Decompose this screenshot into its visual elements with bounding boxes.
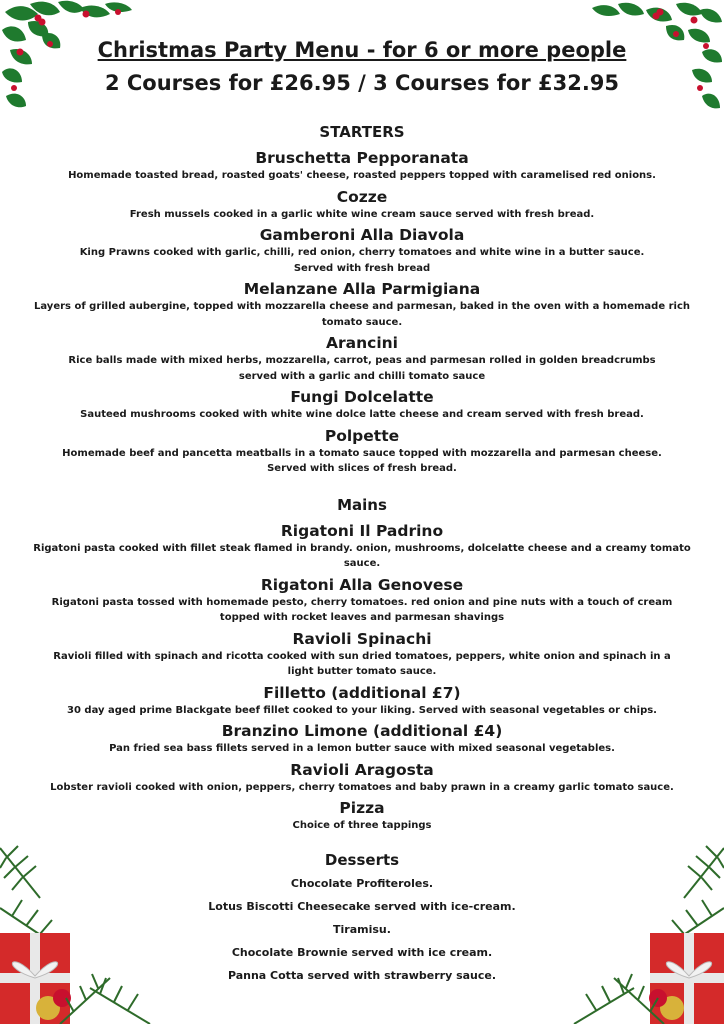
dish-name: Cozze [336, 187, 388, 206]
dish-name: Ravioli Aragosta [290, 760, 434, 779]
dish-name: Rigatoni Il Padrino [280, 521, 444, 540]
main-item [20, 760, 704, 796]
dish-name: Arancini [326, 334, 398, 352]
dish-description: Rigatoni pasta cooked with fillet steak flamed in brandy. onion, mushrooms, dolcelatte cheese and a creamy tomato sauce. [33, 542, 691, 569]
dish-name: Bruschetta Pepporanata [255, 149, 469, 167]
starter-item [20, 387, 704, 423]
dish-description: Fresh mussels cooked in a garlic white wine cream sauce served with fresh bread. [129, 208, 595, 220]
dessert-item: Panna Cotta served with strawberry sauce. [227, 968, 497, 982]
dish-description: Ravioli filled with spinach and ricotta cooked with sun dried tomatoes, peppers, white onion and spinach in a light butter tomato sauce. [53, 650, 671, 677]
main-item [20, 629, 704, 680]
menu-content [20, 122, 704, 987]
main-item [20, 683, 704, 719]
mains-heading: Mains [337, 495, 387, 514]
menu-prices: 2 Courses for £26.95 / 3 Courses for £32.95 [104, 71, 620, 95]
starter-item [20, 225, 704, 276]
dish-description: Pan fried sea bass fillets served in a lemon butter sauce with mixed seasonal vegetables. [109, 743, 615, 754]
starter-item [20, 187, 704, 223]
dessert-item: Chocolate Profiteroles. [290, 876, 434, 890]
dish-description: Homemade beef and pancetta meatballs in a tomato sauce topped with mozzarella and parmesan cheese. [62, 447, 662, 459]
dish-name: Fungi Dolcelatte [290, 388, 434, 406]
dish-description: Rice balls made with mixed herbs, mozzarella, carrot, peas and parmesan rolled in golden breadcrumbs served with a garlic and chilli tomato sauce [68, 355, 656, 382]
dish-name: Rigatoni Alla Genovese [260, 575, 464, 594]
desserts-heading: Desserts [324, 850, 400, 869]
dish-name: Pizza [339, 799, 385, 817]
dish-name: Melanzane Alla Parmigiana [243, 280, 481, 298]
menu-title: Christmas Party Menu - for 6 or more people [97, 38, 627, 62]
dish-description: Layers of grilled aubergine, topped with mozzarella cheese and parmesan, baked in the oven with a homemade rich tomato sauce. [33, 301, 690, 328]
starter-item [20, 333, 704, 384]
dish-description: Rigatoni pasta tossed with homemade pesto, cherry tomatoes. red onion and pine nuts with a touch of cream topped with rocket leaves and parmesan shavings [51, 596, 673, 623]
dish-description: King Prawns cooked with garlic, chilli, red onion, cherry tomatoes and white wine in a butter sauce. [79, 247, 645, 258]
main-item [20, 521, 704, 572]
starter-item [20, 279, 704, 330]
dessert-item: Tiramisu. [333, 922, 391, 936]
dish-description: Sauteed mushrooms cooked with white wine dolce latte cheese and cream served with fresh bread. [80, 409, 644, 420]
dish-name: Gamberoni Alla Diavola [259, 226, 465, 244]
dish-name: Filletto (additional £7) [263, 683, 461, 702]
dessert-item: Chocolate Brownie served with ice cream. [231, 945, 493, 959]
starter-item [20, 426, 704, 477]
holly-icon [584, 0, 724, 130]
dish-name: Polpette [324, 426, 400, 445]
main-item [20, 721, 704, 757]
dish-name: Ravioli Spinachi [292, 629, 432, 648]
starters-heading: STARTERS [319, 123, 405, 141]
dish-description: Choice of three tappings [292, 820, 432, 831]
dish-description: Lobster ravioli cooked with onion, peppers, cherry tomatoes and baby prawn in a creamy garlic tomato sauce. [50, 781, 674, 793]
dish-description: Homemade toasted bread, roasted goats' cheese, roasted peppers topped with caramelised red onions. [68, 170, 656, 181]
dish-description-line2: Served with fresh bread [293, 262, 431, 274]
dessert-item: Lotus Biscotti Cheesecake served with ice-cream. [208, 899, 516, 913]
dish-description-line2: Served with slices of fresh bread. [267, 463, 457, 474]
main-item [20, 575, 704, 626]
starter-item [20, 148, 704, 184]
dish-description: 30 day aged prime Blackgate beef fillet cooked to your liking. Served with seasonal vegetables or chips. [67, 704, 657, 716]
dish-name: Branzino Limone (additional £4) [221, 722, 503, 740]
main-item [20, 798, 704, 834]
